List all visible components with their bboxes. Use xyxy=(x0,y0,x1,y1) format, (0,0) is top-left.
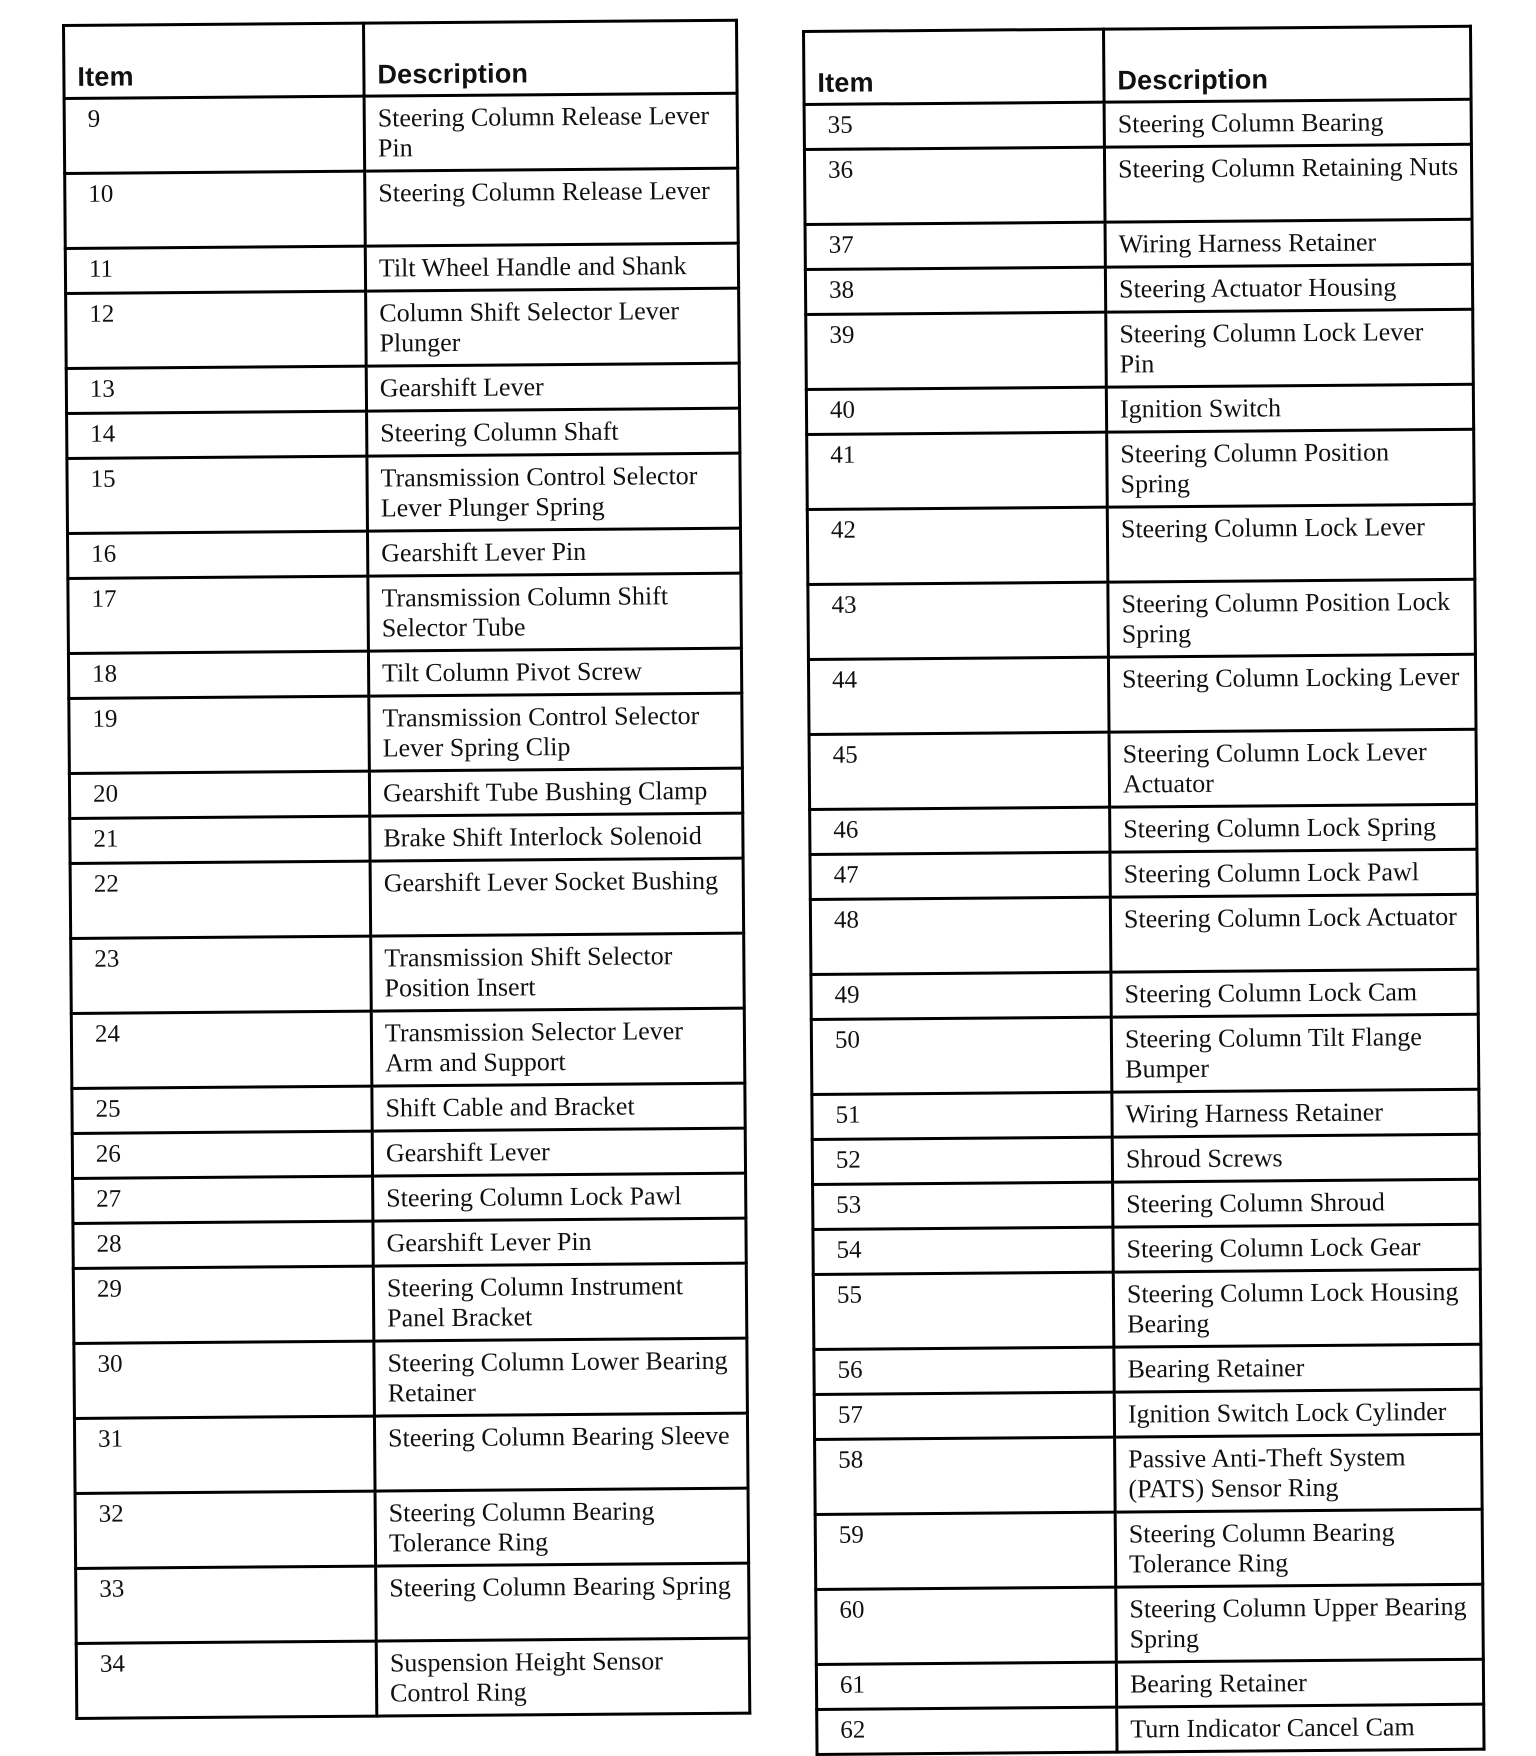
table-row xyxy=(76,1638,750,1718)
item-number: 54 xyxy=(813,1227,1113,1274)
table-row xyxy=(73,1218,746,1268)
item-number: 37 xyxy=(805,222,1105,269)
table-row xyxy=(69,693,743,773)
item-description: Steering Column Tilt Flange Bumper xyxy=(1111,1014,1479,1092)
item-description: Steering Actuator Housing xyxy=(1105,264,1472,312)
table-row xyxy=(74,1413,748,1493)
table-row xyxy=(804,144,1472,224)
item-description: Brake Shift Interlock Solenoid xyxy=(370,813,743,861)
table-row xyxy=(68,573,742,653)
item-description: Steering Column Retaining Nuts xyxy=(1104,144,1472,222)
table-row xyxy=(72,1083,745,1133)
table-row xyxy=(70,858,744,938)
table-row xyxy=(817,1704,1484,1754)
item-number: 28 xyxy=(73,1221,373,1268)
item-number: 10 xyxy=(65,171,366,248)
item-number: 25 xyxy=(72,1086,372,1133)
item-description: Steering Column Lock Spring xyxy=(1110,804,1477,852)
item-number: 49 xyxy=(811,972,1111,1019)
item-number: 9 xyxy=(64,96,365,173)
table-row xyxy=(67,408,740,458)
item-number: 27 xyxy=(73,1176,373,1223)
table-row xyxy=(76,1563,750,1643)
description-column-header: Description xyxy=(364,20,738,96)
item-description: Transmission Control Selector Lever Plunger Spring xyxy=(367,453,741,531)
item-number: 58 xyxy=(815,1437,1116,1514)
item-number: 51 xyxy=(812,1092,1112,1139)
table-row xyxy=(806,384,1473,434)
item-column-header: Item xyxy=(64,23,365,98)
table-row xyxy=(808,579,1476,659)
item-description: Ignition Switch Lock Cylinder xyxy=(1114,1389,1481,1437)
table-row xyxy=(813,1179,1480,1229)
table-row xyxy=(813,1269,1481,1349)
item-description: Steering Column Lock Lever Actuator xyxy=(1109,729,1477,807)
item-number: 12 xyxy=(66,291,367,368)
table-row xyxy=(814,1389,1481,1439)
table-header-row xyxy=(64,20,738,98)
table-row xyxy=(71,1008,745,1088)
item-column-header: Item xyxy=(804,29,1105,104)
item-description: Steering Column Bearing Spring xyxy=(376,1563,750,1641)
item-description: Gearshift Tube Bushing Clamp xyxy=(369,768,742,816)
item-number: 13 xyxy=(66,366,366,413)
item-number: 22 xyxy=(70,861,371,938)
item-description: Shroud Screws xyxy=(1112,1134,1479,1182)
item-description: Gearshift Lever xyxy=(366,363,739,411)
table-row xyxy=(65,168,739,248)
item-number: 31 xyxy=(74,1416,375,1493)
table-row xyxy=(807,429,1475,509)
table-row xyxy=(68,648,741,698)
item-description: Steering Column Lock Pawl xyxy=(373,1173,746,1221)
item-description: Transmission Column Shift Selector Tube xyxy=(368,573,742,651)
item-number: 21 xyxy=(70,816,370,863)
item-description: Column Shift Selector Lever Plunger xyxy=(366,288,740,366)
item-description: Shift Cable and Bracket xyxy=(372,1083,745,1131)
item-description: Steering Column Instrument Panel Bracket xyxy=(373,1263,747,1341)
item-number: 57 xyxy=(814,1392,1114,1439)
table-row xyxy=(66,288,740,368)
item-number: 33 xyxy=(76,1566,377,1643)
item-description: Steering Column Lower Bearing Retainer xyxy=(374,1338,748,1416)
item-number: 52 xyxy=(812,1137,1112,1184)
table-row xyxy=(804,99,1471,149)
item-number: 38 xyxy=(805,267,1105,314)
item-description: Ignition Switch xyxy=(1106,384,1473,432)
table-row xyxy=(74,1338,748,1418)
item-number: 34 xyxy=(76,1641,377,1718)
table-row xyxy=(812,1134,1479,1184)
item-description: Gearshift Lever xyxy=(372,1128,745,1176)
item-description: Steering Column Lock Housing Bearing xyxy=(1113,1269,1481,1347)
table-row xyxy=(812,1089,1479,1139)
table-row xyxy=(816,1584,1484,1664)
table-row xyxy=(66,363,739,413)
table-row xyxy=(816,1659,1483,1709)
item-number: 30 xyxy=(74,1341,375,1418)
item-number: 24 xyxy=(71,1011,372,1088)
item-description: Steering Column Bearing xyxy=(1104,99,1471,147)
item-description: Steering Column Bearing Tolerance Ring xyxy=(375,1488,749,1566)
item-number: 15 xyxy=(67,456,368,533)
item-number: 20 xyxy=(69,771,369,818)
table-row xyxy=(64,93,738,173)
item-description: Steering Column Lock Gear xyxy=(1113,1224,1480,1272)
item-number: 47 xyxy=(810,852,1110,899)
table-row xyxy=(808,654,1476,734)
parts-table-left xyxy=(62,19,751,1720)
item-description: Steering Column Lock Lever Pin xyxy=(1106,309,1474,387)
item-description: Passive Anti-Theft System (PATS) Sensor Ring xyxy=(1115,1434,1483,1512)
table-row xyxy=(73,1173,746,1223)
item-number: 50 xyxy=(811,1017,1112,1094)
item-number: 16 xyxy=(68,531,368,578)
item-number: 62 xyxy=(817,1707,1117,1754)
item-number: 46 xyxy=(810,807,1110,854)
item-description: Steering Column Upper Bearing Spring xyxy=(1116,1584,1484,1662)
item-description: Steering Column Lock Actuator xyxy=(1110,894,1478,972)
item-number: 36 xyxy=(804,147,1105,224)
table-row xyxy=(811,969,1478,1019)
item-description: Bearing Retainer xyxy=(1114,1344,1481,1392)
item-number: 32 xyxy=(75,1491,376,1568)
table-header-row xyxy=(804,26,1472,104)
item-description: Suspension Height Sensor Control Ring xyxy=(376,1638,750,1716)
item-description: Steering Column Position Lock Spring xyxy=(1108,579,1476,657)
item-number: 14 xyxy=(67,411,367,458)
table-row xyxy=(810,894,1478,974)
item-description: Wiring Harness Retainer xyxy=(1112,1089,1479,1137)
table-row xyxy=(71,933,745,1013)
item-number: 41 xyxy=(807,432,1108,509)
table-row xyxy=(68,528,741,578)
item-description: Steering Column Shaft xyxy=(367,408,740,456)
item-description: Steering Column Shroud xyxy=(1113,1179,1480,1227)
item-number: 53 xyxy=(813,1182,1113,1229)
item-number: 17 xyxy=(68,576,369,653)
item-description: Transmission Control Selector Lever Spring Clip xyxy=(369,693,743,771)
item-number: 60 xyxy=(816,1587,1117,1664)
item-description: Steering Column Bearing Sleeve xyxy=(374,1413,748,1491)
item-description: Tilt Column Pivot Screw xyxy=(368,648,741,696)
item-description: Steering Column Release Lever xyxy=(365,168,739,246)
item-number: 55 xyxy=(813,1272,1114,1349)
item-number: 35 xyxy=(804,102,1104,149)
table-row xyxy=(73,1263,747,1343)
item-number: 39 xyxy=(806,312,1107,389)
table-row xyxy=(810,849,1477,899)
item-description: Gearshift Lever Pin xyxy=(367,528,740,576)
item-description: Bearing Retainer xyxy=(1116,1659,1483,1707)
item-number: 48 xyxy=(810,897,1111,974)
item-number: 61 xyxy=(816,1662,1116,1709)
table-row xyxy=(815,1509,1483,1589)
table-row xyxy=(815,1434,1483,1514)
parts-table-right xyxy=(802,25,1486,1756)
item-description: Wiring Harness Retainer xyxy=(1105,219,1472,267)
item-description: Steering Column Position Spring xyxy=(1107,429,1475,507)
description-column-header: Description xyxy=(1104,26,1472,102)
item-number: 43 xyxy=(808,582,1109,659)
item-description: Steering Column Release Lever Pin xyxy=(364,93,738,171)
item-description: Gearshift Lever Pin xyxy=(373,1218,746,1266)
item-number: 40 xyxy=(806,387,1106,434)
item-description: Transmission Shift Selector Position Insert xyxy=(371,933,745,1011)
item-description: Tilt Wheel Handle and Shank xyxy=(365,243,738,291)
item-number: 26 xyxy=(72,1131,372,1178)
table-row xyxy=(813,1224,1480,1274)
item-description: Transmission Selector Lever Arm and Support xyxy=(371,1008,745,1086)
item-description: Steering Column Bearing Tolerance Ring xyxy=(1115,1509,1483,1587)
table-row xyxy=(809,729,1477,809)
item-number: 18 xyxy=(68,651,368,698)
item-number: 44 xyxy=(808,657,1109,734)
table-row xyxy=(75,1488,749,1568)
table-row xyxy=(69,768,742,818)
table-row xyxy=(67,453,741,533)
item-description: Steering Column Lock Pawl xyxy=(1110,849,1477,897)
table-row xyxy=(72,1128,745,1178)
item-description: Gearshift Lever Socket Bushing xyxy=(370,858,744,936)
table-row xyxy=(807,504,1475,584)
table-row xyxy=(65,243,738,293)
table-row xyxy=(805,264,1472,314)
item-number: 23 xyxy=(71,936,372,1013)
item-number: 11 xyxy=(65,246,365,293)
item-description: Steering Column Lock Cam xyxy=(1111,969,1478,1017)
item-description: Steering Column Locking Lever xyxy=(1108,654,1476,732)
item-number: 56 xyxy=(814,1347,1114,1394)
table-row xyxy=(810,804,1477,854)
item-number: 42 xyxy=(807,507,1108,584)
table-row xyxy=(806,309,1474,389)
item-description: Turn Indicator Cancel Cam xyxy=(1117,1704,1484,1752)
table-row xyxy=(805,219,1472,269)
item-number: 59 xyxy=(815,1512,1116,1589)
table-row xyxy=(814,1344,1481,1394)
item-number: 19 xyxy=(69,696,370,773)
table-row xyxy=(70,813,743,863)
item-number: 29 xyxy=(73,1266,374,1343)
item-description: Steering Column Lock Lever xyxy=(1107,504,1475,582)
table-row xyxy=(811,1014,1479,1094)
item-number: 45 xyxy=(809,732,1110,809)
